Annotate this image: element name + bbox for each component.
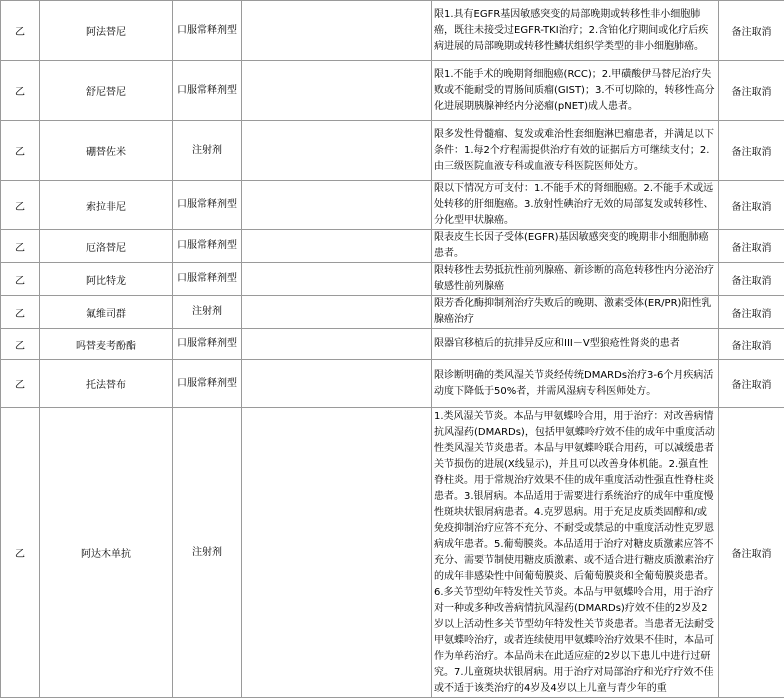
limit-text-cell: 限1.不能手术的晚期肾细胞癌(RCC)；2.甲磺酸伊马替尼治疗失败或不能耐受的胃肠间质瘤(GIST)；3.不可切除的，转移性高分化进展期胰腺神经内分泌瘤(pNET)成人患者。	[432, 61, 719, 121]
limit-text-cell: 限转移性去势抵抗性前列腺癌、新诊断的高危转移性内分泌治疗敏感性前列腺癌	[432, 263, 719, 296]
drug-name-cell: 硼替佐米	[40, 121, 173, 181]
category-cell: 乙	[1, 296, 40, 329]
category-cell: 乙	[1, 121, 40, 181]
drug-name-cell: 索拉非尼	[40, 181, 173, 230]
dosage-form-cell: 口服常释剂型	[173, 1, 242, 61]
category-cell: 乙	[1, 230, 40, 263]
note-cell: 备注取消	[719, 263, 784, 296]
dosage-form-cell: 口服常释剂型	[173, 181, 242, 230]
empty-cell	[242, 296, 432, 329]
empty-cell	[242, 329, 432, 360]
dosage-form-cell: 注射剂	[173, 296, 242, 329]
note-cell: 备注取消	[719, 1, 784, 61]
note-cell: 备注取消	[719, 360, 784, 408]
drug-name-cell: 托法替布	[40, 360, 173, 408]
note-cell: 备注取消	[719, 329, 784, 360]
limit-text-cell: 限多发性骨髓瘤、复发或难治性套细胞淋巴瘤患者，并满足以下条件：1.每2个疗程需提供治疗有效的证据后方可继续支付；2.由三级医院血液专科或血液专科医院医师处方。	[432, 121, 719, 181]
dosage-form-cell: 口服常释剂型	[173, 329, 242, 360]
note-cell: 备注取消	[719, 408, 784, 698]
empty-cell	[242, 408, 432, 698]
note-cell: 备注取消	[719, 230, 784, 263]
limit-text-cell: 限诊断明确的类风湿关节炎经传统DMARDs治疗3-6个月疾病活动度下降低于50%者，并需风湿病专科医师处方。	[432, 360, 719, 408]
table-row	[1, 296, 784, 329]
category-cell: 乙	[1, 360, 40, 408]
empty-cell	[242, 181, 432, 230]
category-cell: 乙	[1, 181, 40, 230]
limit-text-cell: 1.类风湿关节炎。本品与甲氨蝶呤合用，用于治疗：对改善病情抗风湿药(DMARDs)，包括甲氨蝶呤疗效不佳的成年中重度活动性类风湿关节炎患者。本品与甲氨蝶呤联合用药，可以减缓患者关节损伤的进展(X线显示)，并且可以改善身体机能。2.强直性脊柱炎。用于常规治疗效果不佳的成年重度活动性强直性脊柱炎患者。3.银屑病。本品适用于需要进行系统治疗的成年中重度慢性斑块状银屑病患者。4.克罗恩病。用于充足皮质类固醇和/或免疫抑制治疗应答不充分、不耐受或禁忌的中重度活动性克罗恩病成年患者。5.葡萄膜炎。本品适用于治疗对糖皮质激素应答不充分、需要节制使用糖皮质激素、或不适合进行糖皮质激素治疗的成年非感染性中间葡萄膜炎、后葡萄膜炎和全葡萄膜炎患者。6.多关节型幼年特发性关节炎。本品与甲氨蝶呤合用，用于治疗对一种或多种改善病情抗风湿药(DMARDs)疗效不佳的2岁及2岁以上活动性多关节型幼年特发性关节炎患者。当患者无法耐受甲氨蝶呤治疗，或者连续使用甲氨蝶呤治疗效果不佳时，本品可作为单药治疗。本品尚未在此适应症的2岁以下患儿中进行过研究。7.儿童斑块状银屑病。用于治疗对局部治疗和光疗疗效不佳或不适于该类治疗的4岁及4岁以上儿童与青少年的重	[432, 408, 719, 698]
dosage-form-cell: 口服常释剂型	[173, 263, 242, 296]
table-row	[1, 1, 784, 61]
table-row	[1, 121, 784, 181]
note-cell: 备注取消	[719, 61, 784, 121]
category-cell: 乙	[1, 329, 40, 360]
drug-name-cell: 阿达木单抗	[40, 408, 173, 698]
note-cell: 备注取消	[719, 121, 784, 181]
category-cell: 乙	[1, 1, 40, 61]
drug-name-cell: 阿法替尼	[40, 1, 173, 61]
limit-text-cell: 限表皮生长因子受体(EGFR)基因敏感突变的晚期非小细胞肺癌患者。	[432, 230, 719, 263]
drug-name-cell: 舒尼替尼	[40, 61, 173, 121]
empty-cell	[242, 121, 432, 181]
drug-name-cell: 阿比特龙	[40, 263, 173, 296]
limit-text-cell: 限以下情况方可支付：1.不能手术的肾细胞癌。2.不能手术或远处转移的肝细胞癌。3.放射性碘治疗无效的局部复发或转移性、分化型甲状腺癌。	[432, 181, 719, 230]
note-cell: 备注取消	[719, 181, 784, 230]
table-row	[1, 181, 784, 230]
table-row	[1, 329, 784, 360]
limit-text-cell: 限1.具有EGFR基因敏感突变的局部晚期或转移性非小细胞肺癌，既往未接受过EGFR-TKI治疗；2.含铂化疗期间或化疗后疾病进展的局部晚期或转移性鳞状组织学类型的非小细胞肺癌。	[432, 1, 719, 61]
dosage-form-cell: 口服常释剂型	[173, 230, 242, 263]
empty-cell	[242, 1, 432, 61]
category-cell: 乙	[1, 61, 40, 121]
empty-cell	[242, 230, 432, 263]
category-cell: 乙	[1, 408, 40, 698]
dosage-form-cell: 口服常释剂型	[173, 360, 242, 408]
table-row	[1, 61, 784, 121]
table-row	[1, 360, 784, 408]
dosage-form-cell: 注射剂	[173, 408, 242, 698]
table-row	[1, 408, 784, 698]
empty-cell	[242, 360, 432, 408]
table-row	[1, 230, 784, 263]
limit-text-cell: 限芳香化酶抑制剂治疗失败后的晚期、激素受体(ER/PR)阳性乳腺癌治疗	[432, 296, 719, 329]
note-cell: 备注取消	[719, 296, 784, 329]
dosage-form-cell: 注射剂	[173, 121, 242, 181]
empty-cell	[242, 263, 432, 296]
empty-cell	[242, 61, 432, 121]
drug-name-cell: 厄洛替尼	[40, 230, 173, 263]
dosage-form-cell: 口服常释剂型	[173, 61, 242, 121]
limit-text-cell: 限器官移植后的抗排异反应和III－V型狼疮性肾炎的患者	[432, 329, 719, 360]
table-row	[1, 263, 784, 296]
category-cell: 乙	[1, 263, 40, 296]
drug-name-cell: 氟维司群	[40, 296, 173, 329]
drug-name-cell: 吗替麦考酚酯	[40, 329, 173, 360]
